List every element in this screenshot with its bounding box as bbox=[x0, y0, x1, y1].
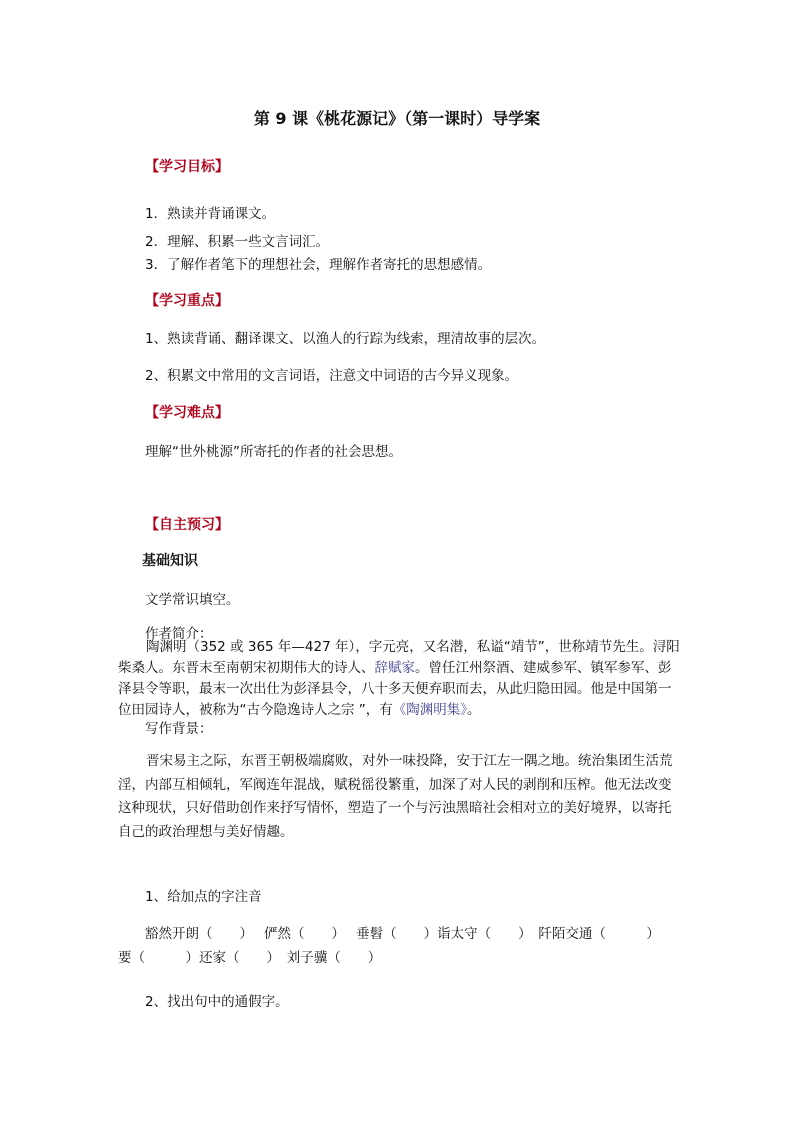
author-text: 。 bbox=[467, 702, 481, 718]
background-label: 写作背景： bbox=[145, 721, 213, 737]
exercise-line: 豁然开朗（ ） 俨然（ ） 垂髫（ ）诣太守（ ） 阡陌交通（ ） bbox=[145, 926, 660, 942]
keypoint-item: 2、积累文中常用的文言词语，注意文中词语的古今异义现象。 bbox=[145, 368, 519, 384]
basic-knowledge-heading: 基础知识 bbox=[142, 553, 198, 569]
goal-item: 1．熟读并背诵课文。 bbox=[145, 206, 276, 222]
goal-item: 2．理解、积累一些文言词汇。 bbox=[145, 234, 330, 250]
keypoint-item: 1、熟读背诵、翻译课文、以渔人的行踪为线索，理清故事的层次。 bbox=[145, 331, 546, 347]
author-works-link: 《陶渊明集》 bbox=[392, 702, 468, 718]
author-intro bbox=[118, 637, 680, 721]
section-heading-goals: 【学习目标】 bbox=[145, 159, 229, 175]
section-heading-difficulty: 【学习难点】 bbox=[145, 405, 229, 421]
author-text-link: 辞赋家 bbox=[374, 660, 415, 676]
background-text: 晋宋易主之际，东晋王朝极端腐败，对外一味投降，安于江左一隅之地。统治集团生活荒淫，内部互相倾轧，军阀连年混战，赋税徭役繁重，加深了对人民的剥削和压榨。他无法改变这种现状，只好借助创作来抒写情怀，塑造了一个与污浊黑暗社会相对立的美好境界，以寄托自己的政治理想与美好情趣。 bbox=[118, 753, 673, 840]
exercise-question-1: 1、给加点的字注音 bbox=[145, 889, 262, 905]
section-heading-keypoints: 【学习重点】 bbox=[145, 293, 229, 309]
exercise-question-2: 2、找出句中的通假字。 bbox=[145, 994, 289, 1010]
section-heading-preview: 【自主预习】 bbox=[145, 517, 229, 533]
fill-instruction: 文学常识填空。 bbox=[145, 592, 240, 608]
goal-item: 3．了解作者笔下的理想社会，理解作者寄托的思想感情。 bbox=[145, 257, 492, 273]
author-label: 作者简介： bbox=[145, 626, 213, 642]
author-text: 陶渊明（352 或 365 年—427 年），字元亮，又名潜，私谥“靖节”，世称靖节先生。浔阳柴桑人。东晋末至南朝宋初期伟大的诗人、 bbox=[118, 639, 680, 676]
exercise-line: 要（ ）还家（ ） 刘子骥（ ） bbox=[118, 950, 382, 966]
author-text: 。曾任江州祭酒、建威参军、镇军参军、彭泽县令等职，最末一次出仕为彭泽县令，八十多天便弃职而去，从此归隐田园。他是中国第一位田园诗人，被称为“古今隐逸诗人之宗 ”，有 bbox=[118, 660, 672, 718]
difficulty-text: 理解“世外桃源”所寄托的作者的社会思想。 bbox=[145, 444, 402, 460]
page-title: 第 9 课《桃花源记》（第一课时）导学案 bbox=[253, 109, 541, 128]
